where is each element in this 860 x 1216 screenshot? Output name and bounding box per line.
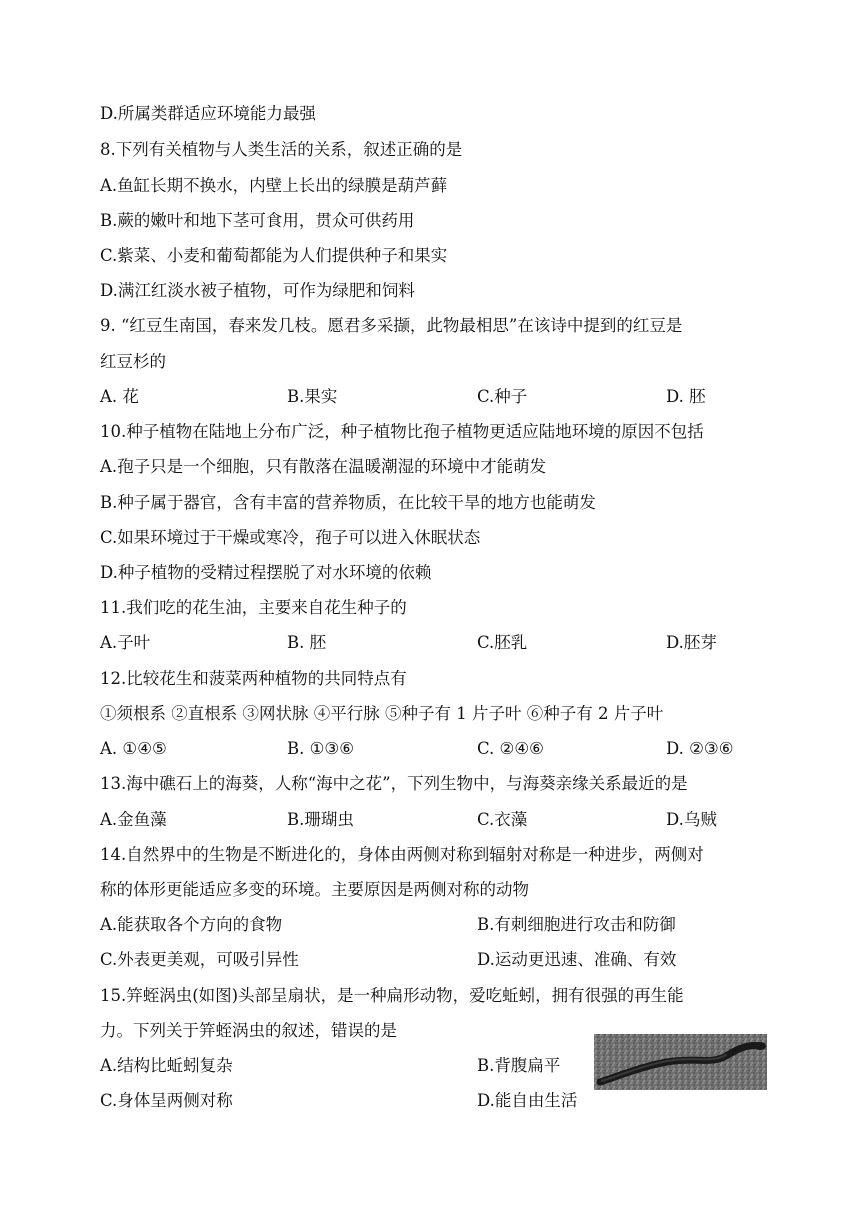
q8-option-b: B.蕨的嫩叶和地下茎可食用，贯众可供药用	[100, 211, 415, 230]
q11-option-a: A.子叶	[100, 633, 151, 652]
q10-option-d: D.种子植物的受精过程摆脱了对水环境的依赖	[100, 563, 432, 582]
q14-stem: 14.自然界中的生物是不断进化的，身体由两侧对称到辐射对称是一种进步，两侧对	[100, 845, 704, 864]
q12-option-b: B. ①③⑥	[287, 739, 354, 758]
flatworm-photo	[594, 1034, 767, 1090]
q12-option-a: A. ①④⑤	[100, 739, 167, 758]
q15-option-d: D.能自由生活	[477, 1091, 578, 1110]
q11-stem: 11.我们吃的花生油，主要来自花生种子的	[100, 598, 407, 617]
q12-option-c: C. ②④⑥	[477, 739, 544, 758]
q15-stem: 15.笄蛭涡虫(如图)头部呈扇状，是一种扁形动物，爱吃蚯蚓，拥有很强的再生能	[100, 986, 684, 1005]
q11-option-d: D.胚芽	[666, 633, 717, 652]
q7-option-d: D.所属类群适应环境能力最强	[100, 104, 316, 123]
q10-option-a: A.孢子只是一个细胞，只有散落在温暖潮湿的环境中才能萌发	[100, 457, 547, 476]
q15-option-c: C.身体呈两侧对称	[100, 1091, 233, 1110]
q8-option-a: A.鱼缸长期不换水，内壁上长出的绿膜是葫芦藓	[100, 176, 448, 195]
q8-stem: 8.下列有关植物与人类生活的关系，叙述正确的是	[100, 140, 463, 159]
q11-option-c: C.胚乳	[477, 633, 528, 652]
q10-stem: 10.种子植物在陆地上分布广泛，种子植物比孢子植物更适应陆地环境的原因不包括	[100, 422, 704, 441]
q12-option-d: D. ②③⑥	[666, 739, 734, 758]
q15-stem-continued: 力。下列关于笄蛭涡虫的叙述，错误的是	[100, 1021, 397, 1040]
q14-option-d: D.运动更迅速、准确、有效	[477, 950, 677, 969]
q9-option-d: D. 胚	[666, 387, 706, 406]
q14-option-b: B.有刺细胞进行攻击和防御	[477, 915, 676, 934]
q15-option-b: B.背腹扁平	[477, 1056, 561, 1075]
q11-option-b: B. 胚	[287, 633, 327, 652]
q9-option-a: A. 花	[100, 387, 139, 406]
q9-stem: 9. “红豆生南国，春来发几枝。愿君多采撷，此物最相思”在该诗中提到的红豆是	[100, 316, 683, 335]
q13-option-a: A.金鱼藻	[100, 810, 167, 829]
q9-option-c: C.种子	[477, 387, 528, 406]
q9-stem-continued: 红豆杉的	[100, 352, 166, 371]
q8-option-d: D.满江红淡水被子植物，可作为绿肥和饲料	[100, 281, 415, 300]
q14-stem-continued: 称的体形更能适应多变的环境。主要原因是两侧对称的动物	[100, 880, 529, 899]
q9-option-b: B.果实	[287, 387, 338, 406]
q14-option-a: A.能获取各个方向的食物	[100, 915, 283, 934]
q12-stem: 12.比较花生和菠菜两种植物的共同特点有	[100, 669, 407, 688]
q8-option-c: C.紫菜、小麦和葡萄都能为人们提供种子和果实	[100, 246, 448, 265]
q12-statements: ①须根系 ②直根系 ③网状脉 ④平行脉 ⑤种子有 1 片子叶 ⑥种子有 2 片子叶	[100, 704, 664, 723]
q15-option-a: A.结构比蚯蚓复杂	[100, 1056, 233, 1075]
q10-option-b: B.种子属于器官，含有丰富的营养物质，在比较干旱的地方也能萌发	[100, 493, 596, 512]
q13-option-d: D.乌贼	[666, 810, 717, 829]
q13-option-b: B.珊瑚虫	[287, 810, 354, 829]
q10-option-c: C.如果环境过于干燥或寒冷，孢子可以进入休眠状态	[100, 528, 481, 547]
q13-option-c: C.衣藻	[477, 810, 528, 829]
q14-option-c: C.外表更美观，可吸引异性	[100, 950, 299, 969]
q13-stem: 13.海中礁石上的海葵，人称“海中之花”，下列生物中，与海葵亲缘关系最近的是	[100, 774, 688, 793]
